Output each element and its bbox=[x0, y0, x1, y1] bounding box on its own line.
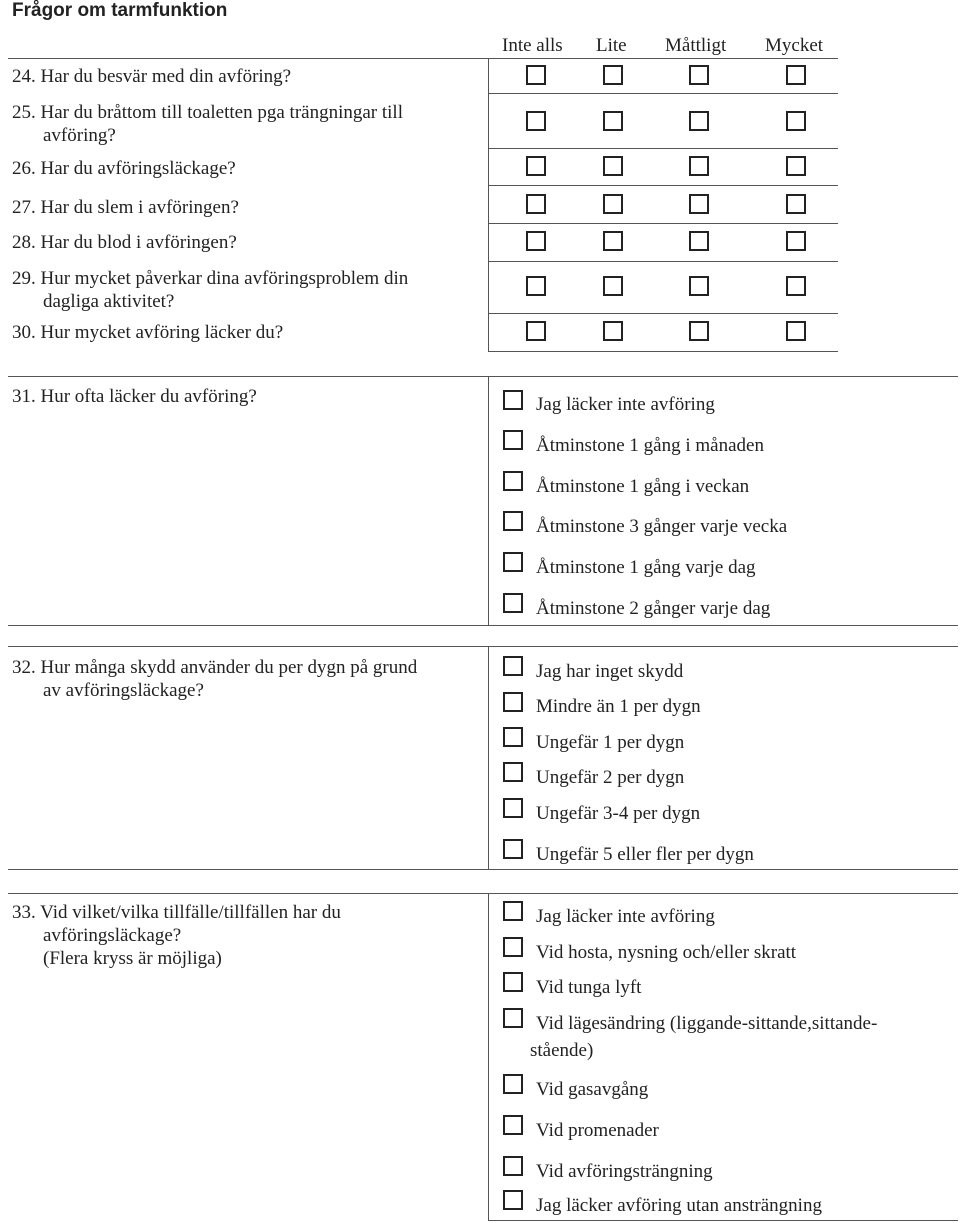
q25-checkbox-not-at-all[interactable] bbox=[526, 111, 546, 131]
question-25-text: 25. Har du bråttom till toaletten pga trängningar till bbox=[12, 102, 403, 123]
q26-checkbox-not-at-all[interactable] bbox=[526, 156, 546, 176]
grid-row-rule bbox=[488, 185, 838, 186]
question-25-text-cont: avföring? bbox=[43, 125, 116, 146]
q31-option-label: Åtminstone 2 gånger varje dag bbox=[536, 598, 771, 619]
q31-option-checkbox[interactable] bbox=[503, 511, 523, 531]
q32-option-label: Ungefär 3-4 per dygn bbox=[536, 803, 701, 824]
q33-option-label: Vid tunga lyft bbox=[536, 977, 642, 998]
question-31-text: 31. Hur ofta läcker du avföring? bbox=[12, 386, 257, 407]
grid-top-rule bbox=[8, 58, 838, 59]
q33-column-divider bbox=[488, 893, 489, 1221]
question-32-text: 32. Hur många skydd använder du per dygn på grund bbox=[12, 657, 418, 678]
q32-option-label: Ungefär 1 per dygn bbox=[536, 732, 685, 753]
q31-option-label: Åtminstone 1 gång i veckan bbox=[536, 476, 750, 497]
q25-checkbox-very[interactable] bbox=[786, 111, 806, 131]
q27-checkbox-very[interactable] bbox=[786, 194, 806, 214]
q33-option-label: Vid promenader bbox=[536, 1120, 659, 1141]
q33-option-label: Jag läcker avföring utan ansträngning bbox=[536, 1195, 822, 1216]
q30-checkbox-very[interactable] bbox=[786, 321, 806, 341]
q32-option-checkbox[interactable] bbox=[503, 798, 523, 818]
question-30-text: 30. Hur mycket avföring läcker du? bbox=[12, 322, 284, 343]
q33-option-checkbox[interactable] bbox=[503, 1115, 523, 1135]
q28-checkbox-little[interactable] bbox=[603, 231, 623, 251]
q33-option-label: Vid hosta, nysning och/eller skratt bbox=[536, 942, 797, 963]
q32-option-label: Ungefär 2 per dygn bbox=[536, 767, 685, 788]
q31-option-label: Åtminstone 1 gång i månaden bbox=[536, 435, 764, 456]
q29-checkbox-very[interactable] bbox=[786, 276, 806, 296]
q30-checkbox-not-at-all[interactable] bbox=[526, 321, 546, 341]
grid-row-rule bbox=[488, 93, 838, 94]
q33-option-label-cont: stående) bbox=[530, 1040, 594, 1061]
question-33-text-cont: avföringsläckage? bbox=[43, 925, 182, 946]
q27-checkbox-not-at-all[interactable] bbox=[526, 194, 546, 214]
q27-checkbox-little[interactable] bbox=[603, 194, 623, 214]
grid-row-rule bbox=[488, 261, 838, 262]
q29-checkbox-little[interactable] bbox=[603, 276, 623, 296]
q32-option-label: Ungefär 5 eller fler per dygn bbox=[536, 844, 754, 865]
q24-checkbox-little[interactable] bbox=[603, 65, 623, 85]
question-24-text: 24. Har du besvär med din avföring? bbox=[12, 66, 292, 87]
q32-top-rule bbox=[8, 646, 958, 647]
question-28-text: 28. Har du blod i avföringen? bbox=[12, 232, 237, 253]
q24-checkbox-very[interactable] bbox=[786, 65, 806, 85]
question-33-note: (Flera kryss är möjliga) bbox=[43, 948, 222, 969]
q27-checkbox-moderate[interactable] bbox=[689, 194, 709, 214]
question-29-text-cont: dagliga aktivitet? bbox=[43, 291, 175, 312]
q32-option-label: Mindre än 1 per dygn bbox=[536, 696, 701, 717]
q28-checkbox-not-at-all[interactable] bbox=[526, 231, 546, 251]
q33-option-label: Vid avföringsträngning bbox=[536, 1161, 713, 1182]
q32-bottom-rule bbox=[8, 869, 958, 870]
q26-checkbox-little[interactable] bbox=[603, 156, 623, 176]
q32-option-checkbox[interactable] bbox=[503, 692, 523, 712]
question-29-text: 29. Hur mycket påverkar dina avföringsproblem din bbox=[12, 268, 409, 289]
q31-option-label: Jag läcker inte avföring bbox=[536, 394, 715, 415]
q24-checkbox-moderate[interactable] bbox=[689, 65, 709, 85]
q33-option-checkbox[interactable] bbox=[503, 1190, 523, 1210]
q31-bottom-rule bbox=[8, 625, 958, 626]
section-title: Frågor om tarmfunktion bbox=[12, 0, 228, 21]
q29-checkbox-not-at-all[interactable] bbox=[526, 276, 546, 296]
scale-label-little: Lite bbox=[596, 35, 627, 56]
q31-column-divider bbox=[488, 376, 489, 626]
question-26-text: 26. Har du avföringsläckage? bbox=[12, 158, 236, 179]
q26-checkbox-very[interactable] bbox=[786, 156, 806, 176]
q32-option-checkbox[interactable] bbox=[503, 839, 523, 859]
q33-option-checkbox[interactable] bbox=[503, 901, 523, 921]
q33-option-label: Vid gasavgång bbox=[536, 1079, 649, 1100]
scale-label-not-at-all: Inte alls bbox=[502, 35, 563, 56]
q32-column-divider bbox=[488, 646, 489, 870]
question-32-text-cont: av avföringsläckage? bbox=[43, 680, 204, 701]
q31-option-checkbox[interactable] bbox=[503, 552, 523, 572]
q31-option-checkbox[interactable] bbox=[503, 390, 523, 410]
q31-option-checkbox[interactable] bbox=[503, 593, 523, 613]
grid-bottom-rule bbox=[488, 351, 838, 352]
question-27-text: 27. Har du slem i avföringen? bbox=[12, 197, 239, 218]
q33-option-checkbox[interactable] bbox=[503, 972, 523, 992]
scale-label-very: Mycket bbox=[765, 35, 824, 56]
q32-option-checkbox[interactable] bbox=[503, 656, 523, 676]
grid-row-rule bbox=[488, 313, 838, 314]
q29-checkbox-moderate[interactable] bbox=[689, 276, 709, 296]
q33-option-checkbox[interactable] bbox=[503, 1008, 523, 1028]
q33-option-label: Vid lägesändring (liggande-sittande,sittande- bbox=[536, 1013, 878, 1034]
q32-option-checkbox[interactable] bbox=[503, 762, 523, 782]
q28-checkbox-moderate[interactable] bbox=[689, 231, 709, 251]
q30-checkbox-moderate[interactable] bbox=[689, 321, 709, 341]
q31-top-rule bbox=[8, 376, 958, 377]
q31-option-checkbox[interactable] bbox=[503, 471, 523, 491]
q33-option-checkbox[interactable] bbox=[503, 937, 523, 957]
q32-option-label: Jag har inget skydd bbox=[536, 661, 684, 682]
q33-option-checkbox[interactable] bbox=[503, 1074, 523, 1094]
q28-checkbox-very[interactable] bbox=[786, 231, 806, 251]
scale-label-moderate: Måttligt bbox=[665, 35, 727, 56]
q31-option-label: Åtminstone 1 gång varje dag bbox=[536, 557, 756, 578]
q25-checkbox-little[interactable] bbox=[603, 111, 623, 131]
q32-option-checkbox[interactable] bbox=[503, 727, 523, 747]
question-33-text: 33. Vid vilket/vilka tillfälle/tillfällen har du bbox=[12, 902, 341, 923]
q24-checkbox-not-at-all[interactable] bbox=[526, 65, 546, 85]
q31-option-label: Åtminstone 3 gånger varje vecka bbox=[536, 516, 788, 537]
q25-checkbox-moderate[interactable] bbox=[689, 111, 709, 131]
q33-option-checkbox[interactable] bbox=[503, 1156, 523, 1176]
grid-row-rule bbox=[488, 223, 838, 224]
grid-column-divider bbox=[488, 58, 489, 352]
q33-top-rule bbox=[8, 893, 958, 894]
q30-checkbox-little[interactable] bbox=[603, 321, 623, 341]
q31-option-checkbox[interactable] bbox=[503, 430, 523, 450]
q33-bottom-rule bbox=[488, 1220, 958, 1221]
grid-row-rule bbox=[488, 148, 838, 149]
q26-checkbox-moderate[interactable] bbox=[689, 156, 709, 176]
q33-option-label: Jag läcker inte avföring bbox=[536, 906, 715, 927]
